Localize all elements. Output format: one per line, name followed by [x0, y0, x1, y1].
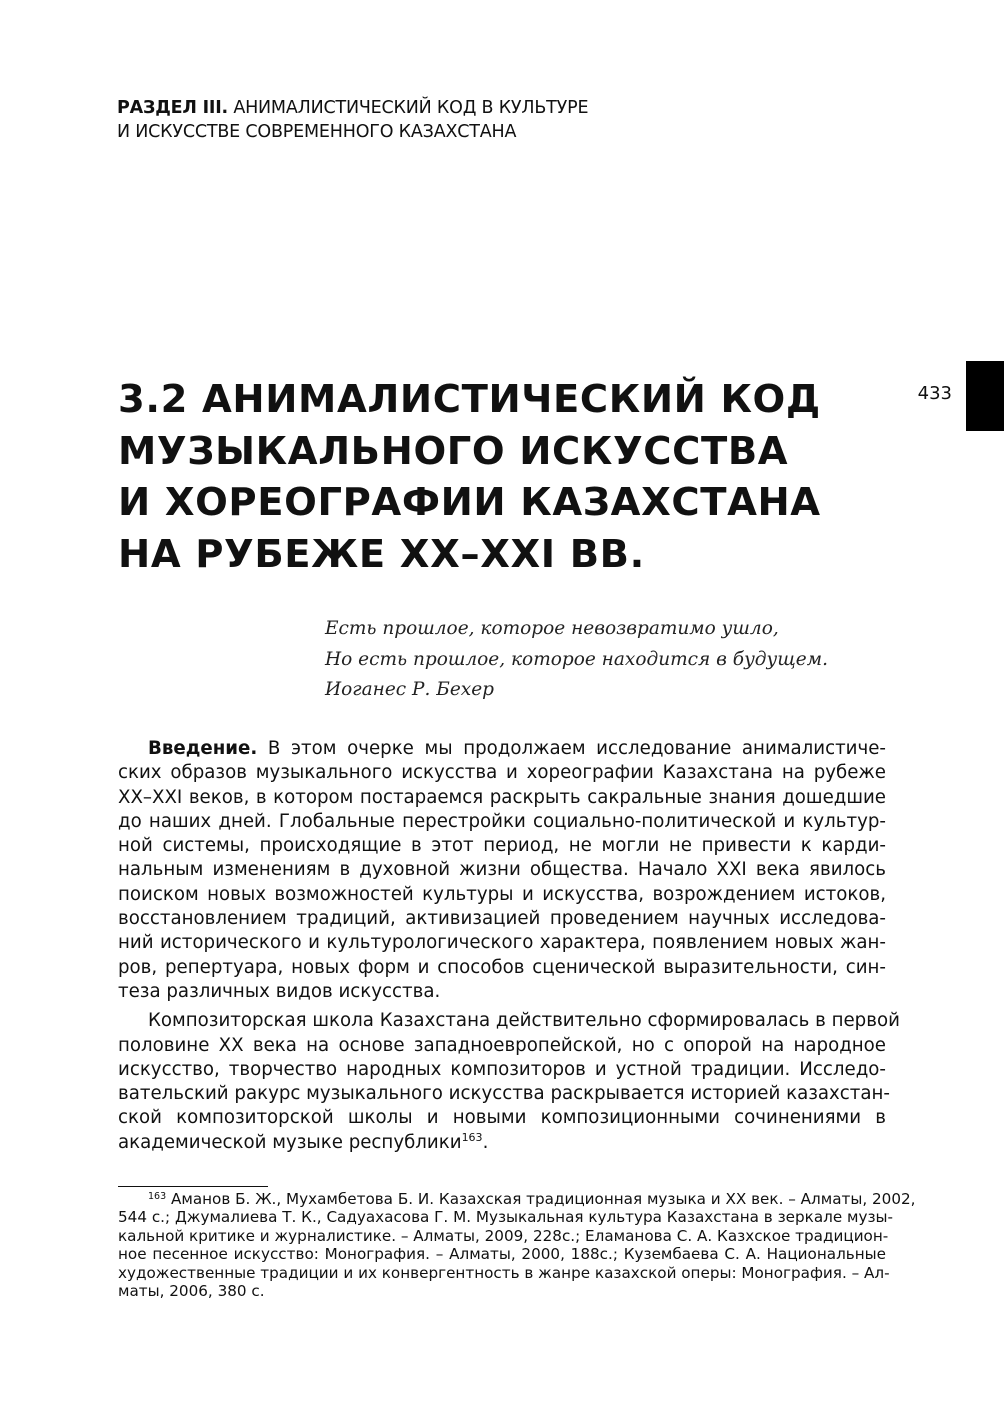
text-line-rest: В этом очерке мы продолжаем исследование анималистиче- — [257, 738, 886, 759]
text-line: нальным изменениям в духовной жизни общества. Начало XXI века явилось — [118, 859, 886, 881]
footnote-line: кальной критике и журналистике. – Алматы, 2009, 228с.; Еламанова С. А. Казхское традицион- — [118, 1226, 889, 1245]
text-line: XX–XXI веков, в котором постараемся раскрыть сакральные знания дошедшие — [118, 786, 886, 808]
running-head-line-1 — [117, 96, 737, 120]
running-head — [117, 96, 737, 144]
text-line — [118, 1131, 886, 1155]
epigraph — [325, 614, 885, 706]
running-head-line-2: И ИСКУССТВЕ СОВРЕМЕННОГО КАЗАХСТАНА — [117, 122, 517, 142]
text-line: поиском новых возможностей культуры и искусства, возрождением истоков, — [118, 883, 886, 905]
section-label: РАЗДЕЛ III. — [117, 98, 228, 118]
footnote-163 — [118, 1190, 916, 1301]
text-line: теза различных видов искусства. — [118, 980, 441, 1002]
epigraph-line: Но есть прошлое, которое находится в будущем. — [325, 648, 828, 670]
footnote-reference[interactable]: 163 — [461, 1130, 483, 1144]
text-line: ной системы, происходящие в этот период, не могли не привести к карди- — [118, 835, 886, 857]
chapter-title-line: 3.2 АНИМАЛИСТИЧЕСКИЙ КОД — [118, 377, 821, 422]
text-line: ний исторического и культурологического характера, появлением новых жан- — [118, 932, 886, 954]
paragraph-composers-school — [118, 1009, 900, 1155]
text-line: до наших дней. Глобальные перестройки социально-политической и культур- — [118, 810, 886, 832]
text-line: Композиторская школа Казахстана действительно сформировалась в первой — [148, 1010, 900, 1032]
text-line-rest: академической музыке республики — [118, 1131, 462, 1153]
paragraph-introduction — [118, 737, 886, 1004]
body-text — [118, 737, 900, 1160]
footnote-line-rest: Аманов Б. Ж., Мухамбетова Б. И. Казахская традиционная музыка и XX век. – Алматы, 2002, — [166, 1190, 916, 1208]
text-line: половине XX века на основе западноевропейской, но с опорой на народное — [118, 1034, 886, 1056]
footnote-line: 544 с.; Джумалиева Т. К., Садуахасова Г. М. Музыкальная культура Казахстана в зеркале музы- — [118, 1208, 893, 1227]
footnote-line — [118, 1190, 916, 1208]
chapter-title-line: И ХОРЕОГРАФИИ КАЗАХСТАНА — [118, 480, 821, 525]
text-line: восстановлением традиций, активизацией проведением научных исследова- — [118, 908, 886, 930]
footnote-number: 163 — [148, 1191, 167, 1202]
footnote-line: маты, 2006, 380 с. — [118, 1282, 265, 1301]
sentence-end: . — [482, 1131, 489, 1153]
text-line: ских образов музыкального искусства и хореографии Казахстана на рубеже — [118, 762, 886, 784]
thumb-index-tab — [966, 361, 1004, 431]
text-line: искусство, творчество народных композиторов и устной традиции. Исследо- — [118, 1058, 886, 1080]
text-line: вательский ракурс музыкального искусства раскрывается историей казахстан- — [118, 1083, 890, 1105]
chapter-title-line: МУЗЫКАЛЬНОГО ИСКУССТВА — [118, 428, 789, 474]
footnote-line: ное песенное искусство: Монография. – Алматы, 2000, 188с.; Кузембаева С. А. Национальные — [118, 1245, 886, 1264]
footnote-divider — [118, 1186, 268, 1187]
text-line — [118, 737, 886, 761]
epigraph-line: Есть прошлое, которое невозвратимо ушло, — [325, 618, 779, 639]
text-line: ров, репертуара, новых форм и способов сценической выразительности, син- — [118, 956, 886, 978]
section-title-part-1: АНИМАЛИСТИЧЕСКИЙ КОД В КУЛЬТУРЕ — [227, 98, 589, 118]
text-line: ской композиторской школы и новыми композиционными сочинениями в — [118, 1107, 886, 1129]
chapter-title — [118, 374, 878, 580]
footnote-line: художественные традиции и их конвергентность в жанре казахской оперы: Монография. – Ал- — [118, 1263, 890, 1282]
page-number: 433 — [917, 383, 952, 404]
lead-in: Введение. — [148, 738, 258, 759]
chapter-title-line: НА РУБЕЖЕ XX–XXI ВВ. — [118, 531, 645, 577]
epigraph-author: Иоганес Р. Бехер — [325, 679, 495, 700]
